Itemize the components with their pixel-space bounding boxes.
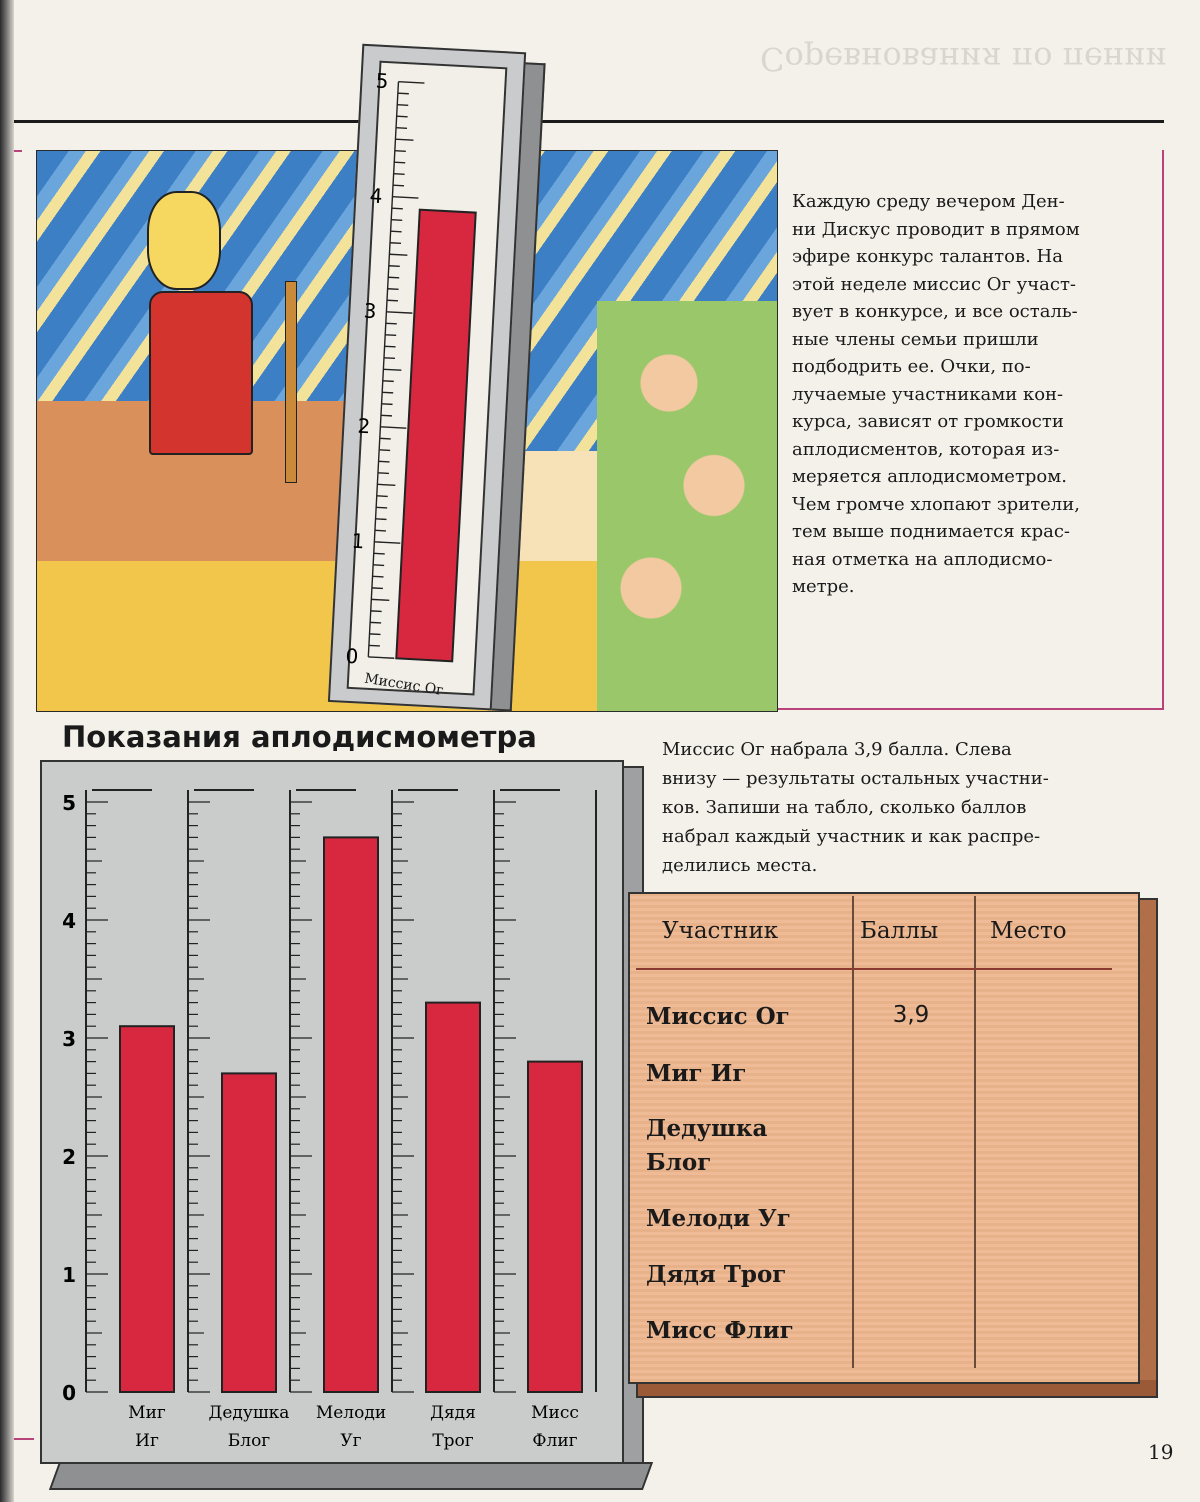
page-number: 19 bbox=[1148, 1440, 1174, 1464]
header-rule bbox=[14, 120, 1164, 123]
meter-tick bbox=[392, 208, 403, 209]
board-row-name: Мелоди Уг bbox=[646, 1205, 791, 1232]
panel-base bbox=[49, 1462, 653, 1490]
score-board bbox=[628, 892, 1156, 1397]
intro-paragraph: Каждую среду вечером Ден- ни Дискус проводит в прямом эфире конкурс талантов. На этой неделе миссис Ог участ- вует в конкурсе, и все осталь- ные члены семьи пришли подбодрить ее. Очки, по- лучаемые участниками кон- курса, зависят от громкости аплодисментов, которая из- меряется аплодисмометром. Чем громче хлопают зрители, тем выше поднимается крас- ная отметка на аплодисмо- метре. bbox=[792, 191, 1080, 597]
bar-chart bbox=[40, 760, 620, 1460]
meter-tick bbox=[393, 185, 404, 186]
meter-tick bbox=[397, 105, 408, 106]
x-tick-label: Мелоди bbox=[315, 1403, 387, 1423]
page-gutter bbox=[0, 0, 14, 1502]
board-header-place: Место bbox=[990, 918, 1067, 944]
board-row-name: Миг Иг bbox=[646, 1060, 747, 1087]
meter-tick bbox=[391, 220, 402, 221]
bar bbox=[120, 1026, 174, 1392]
y-tick-label: 3 bbox=[62, 1027, 76, 1051]
meter-tick bbox=[379, 461, 390, 462]
bar-chart-panel bbox=[40, 760, 640, 1490]
x-tick-label: Мисс bbox=[531, 1403, 579, 1423]
y-tick-label: 5 bbox=[62, 791, 76, 815]
bar bbox=[324, 837, 378, 1392]
meter-tick bbox=[370, 622, 381, 623]
meter-tick bbox=[368, 657, 394, 658]
meter-tick bbox=[394, 174, 405, 175]
board-row-name: Дядя Трог bbox=[646, 1261, 787, 1288]
meter-tick bbox=[371, 599, 389, 600]
meter-tick bbox=[394, 162, 405, 163]
bar bbox=[222, 1073, 276, 1392]
meter-tick bbox=[395, 151, 406, 152]
bar bbox=[426, 1003, 480, 1392]
board-header-rule bbox=[636, 968, 1112, 970]
board-row-name: Дедушка Блог bbox=[646, 1115, 768, 1176]
meter-tick bbox=[374, 553, 385, 554]
x-tick-label: Флиг bbox=[532, 1431, 578, 1451]
meter-tick bbox=[386, 312, 412, 313]
meter-tick bbox=[376, 507, 387, 508]
meter-tick-label: 4 bbox=[369, 183, 384, 209]
x-tick-label: Иг bbox=[135, 1431, 159, 1451]
y-tick-label: 1 bbox=[62, 1263, 76, 1287]
frame-line-bottom-left bbox=[14, 1438, 34, 1440]
meter-level-bar bbox=[396, 210, 475, 662]
audience-crowd bbox=[597, 301, 777, 711]
meter-tick-label: 0 bbox=[344, 643, 359, 669]
meter-tick bbox=[389, 266, 400, 267]
meter-tick bbox=[373, 565, 384, 566]
meter-tick bbox=[383, 381, 394, 382]
meter-tick bbox=[392, 197, 418, 198]
meter-tick bbox=[377, 484, 395, 485]
meter-tick bbox=[389, 254, 407, 255]
meter-tick bbox=[384, 358, 395, 359]
meter-tick-label: 3 bbox=[363, 298, 378, 324]
meter-tick bbox=[385, 346, 396, 347]
board-column-divider bbox=[852, 896, 854, 1368]
meter-tick bbox=[382, 392, 393, 393]
meter-tick bbox=[372, 588, 383, 589]
board-header-score: Баллы bbox=[860, 918, 939, 944]
applause-meter-large bbox=[328, 44, 542, 713]
meter-tick bbox=[376, 519, 387, 520]
meter-tick bbox=[383, 369, 401, 370]
meter-tick bbox=[374, 542, 400, 543]
meter-tick bbox=[397, 116, 408, 117]
board-header-participant: Участник bbox=[662, 918, 779, 944]
board-row-score[interactable]: 3,9 bbox=[892, 1002, 930, 1028]
meter-tick-label: 5 bbox=[375, 68, 390, 94]
meter-tick bbox=[380, 427, 406, 428]
meter-caption: Миссис Ог bbox=[363, 670, 445, 699]
meter-tick bbox=[371, 611, 382, 612]
meter-tick bbox=[398, 82, 424, 83]
frame-line-right bbox=[1162, 150, 1164, 710]
y-tick-label: 0 bbox=[62, 1381, 76, 1405]
meter-tick bbox=[375, 530, 386, 531]
meter-tick bbox=[388, 289, 399, 290]
meter-tick-label: 2 bbox=[357, 413, 372, 439]
frame-line-left bbox=[14, 150, 22, 152]
meter-tick-label: 1 bbox=[351, 528, 365, 554]
meter-tick bbox=[373, 576, 384, 577]
meter-tick bbox=[377, 496, 388, 497]
meter-tick bbox=[395, 139, 413, 140]
meter-tick bbox=[391, 231, 402, 232]
x-tick-label: Дедушка bbox=[208, 1403, 290, 1423]
meter-tick bbox=[386, 323, 397, 324]
meter-tick bbox=[398, 93, 409, 94]
x-tick-label: Уг bbox=[340, 1431, 362, 1451]
x-tick-label: Блог bbox=[227, 1431, 271, 1451]
meter-tick bbox=[385, 335, 396, 336]
x-tick-label: Дядя bbox=[430, 1403, 476, 1423]
meter-tick bbox=[388, 277, 399, 278]
singer-head bbox=[147, 191, 221, 290]
frame-line-bottom bbox=[776, 708, 1164, 710]
chart-title: Показания аплодисмометра bbox=[62, 720, 537, 754]
meter-scale bbox=[328, 44, 522, 706]
y-tick-label: 4 bbox=[62, 909, 76, 933]
board-row-name: Миссис Ог bbox=[646, 1003, 790, 1030]
bar bbox=[528, 1062, 582, 1392]
meter-tick bbox=[387, 300, 398, 301]
meter-tick bbox=[396, 128, 407, 129]
x-tick-label: Миг bbox=[128, 1403, 166, 1423]
singer-dress bbox=[149, 291, 253, 455]
meter-tick bbox=[380, 438, 391, 439]
board-row-name: Мисс Флиг bbox=[646, 1317, 794, 1344]
y-tick-label: 2 bbox=[62, 1145, 76, 1169]
board-column-divider bbox=[974, 896, 976, 1368]
meter-tick bbox=[370, 634, 381, 635]
meter-tick bbox=[369, 645, 380, 646]
meter-tick bbox=[381, 415, 392, 416]
microphone-stand bbox=[285, 281, 297, 483]
task-paragraph: Миссис Ог набрала 3,9 балла. Слева внизу — результаты остальных участни- ков. Запиши на табло, сколько баллов набрал каждый участник и как распре- делились места. bbox=[662, 739, 1049, 876]
meter-tick bbox=[390, 243, 401, 244]
x-tick-label: Трог bbox=[432, 1431, 474, 1451]
meter-tick bbox=[378, 473, 389, 474]
meter-tick bbox=[382, 404, 393, 405]
meter-tick bbox=[379, 450, 390, 451]
mirrored-header-text: Соревнования по пении bbox=[760, 40, 1167, 78]
